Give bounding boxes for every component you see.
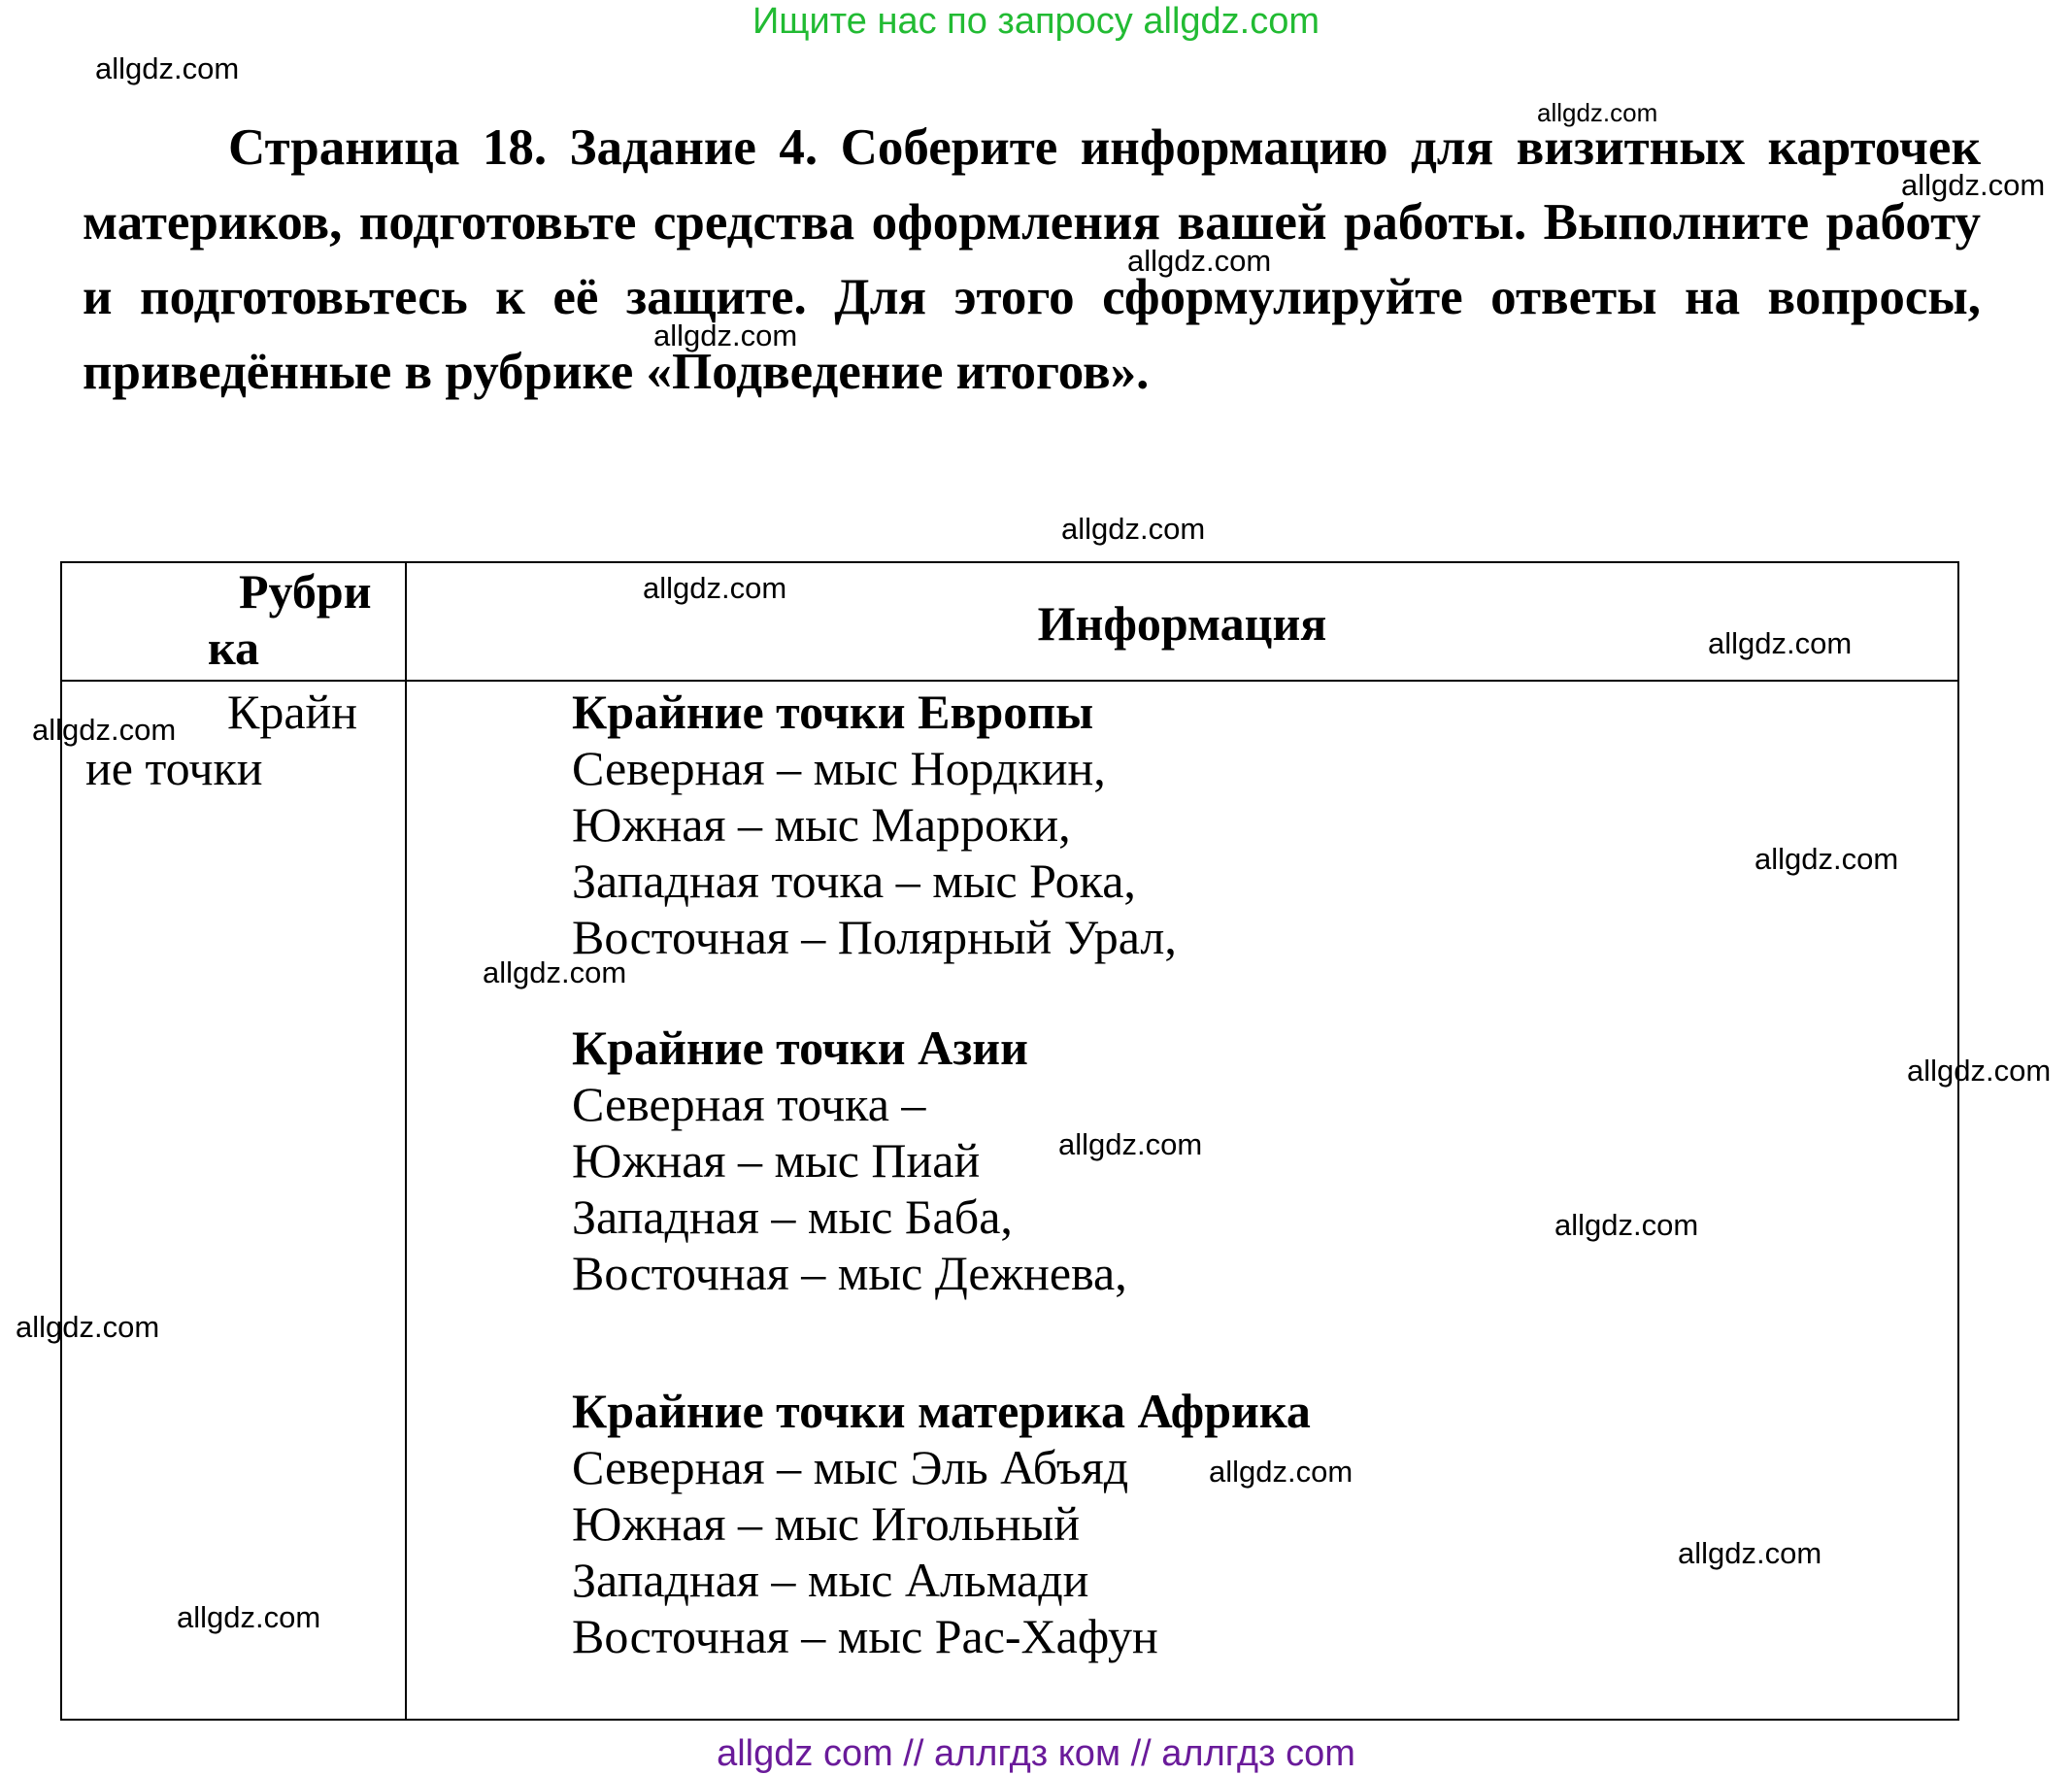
watermark: allgdz.com	[1901, 168, 2046, 202]
header-info-cell: Информация	[406, 562, 1958, 681]
watermark: allgdz.com	[16, 1310, 160, 1344]
header-rubric-line2: ка	[208, 620, 260, 675]
watermark: allgdz.com	[1058, 1127, 1203, 1161]
table-row	[61, 681, 1958, 1720]
table-header-row	[61, 562, 1958, 681]
section-line: Северная точка –	[572, 1077, 926, 1131]
header-rubric-cell	[61, 562, 406, 681]
footer-links: allgdz com // аллгдз ком // аллгдз com	[717, 1733, 1355, 1774]
section-line: Восточная – мыс Дежнева,	[572, 1246, 1127, 1300]
header-rubric-line1: Рубри	[239, 564, 372, 619]
section-line: Западная – мыс Баба,	[572, 1189, 1013, 1244]
watermark: allgdz.com	[1127, 244, 1272, 278]
section-europe	[572, 684, 1957, 965]
watermark: allgdz.com	[1678, 1536, 1822, 1570]
top-banner: Ищите нас по запросу allgdz.com	[752, 1, 1320, 42]
section-line: Восточная – Полярный Урал,	[572, 910, 1177, 964]
watermark: allgdz.com	[1907, 1054, 2052, 1088]
section-line: Западная – мыс Альмади	[572, 1553, 1089, 1607]
watermark: allgdz.com	[1554, 1208, 1699, 1242]
section-line: Южная – мыс Марроки,	[572, 797, 1071, 852]
watermark: allgdz.com	[1209, 1455, 1353, 1489]
section-title: Крайние точки Европы	[572, 685, 1094, 739]
section-africa	[572, 1383, 1957, 1664]
section-line: Южная – мыс Игольный	[572, 1496, 1080, 1551]
section-line: Южная – мыс Пиай	[572, 1133, 981, 1188]
rubric-line2: ие точки	[85, 741, 263, 795]
watermark: allgdz.com	[1061, 512, 1206, 546]
section-asia	[572, 1020, 1957, 1301]
watermark: allgdz.com	[32, 713, 177, 747]
section-line: Западная точка – мыс Рока,	[572, 854, 1136, 908]
info-table	[60, 561, 1959, 1721]
section-line: Северная – мыс Нордкин,	[572, 741, 1106, 795]
task-heading: Страница 18. Задание 4. Соберите информацию для визитных карточек материков, подготовьте средства оформления вашей работы. Выполните работу и подготовьтесь к её защите. Для этого сформулируйте ответы на вопросы, приведённые в рубрике «Подведение итогов».	[83, 119, 1981, 400]
section-title: Крайние точки материка Африка	[572, 1384, 1311, 1438]
watermark: allgdz.com	[95, 51, 240, 85]
rubric-line1: Крайн	[227, 685, 358, 739]
watermark: allgdz.com	[1537, 98, 1658, 127]
watermark: allgdz.com	[643, 571, 787, 605]
watermark: allgdz.com	[483, 955, 627, 989]
section-title: Крайние точки Азии	[572, 1021, 1028, 1075]
rubric-cell	[61, 681, 406, 1720]
section-line: Северная – мыс Эль Абъяд	[572, 1440, 1129, 1494]
section-line: Восточная – мыс Рас-Хафун	[572, 1609, 1158, 1663]
watermark: allgdz.com	[653, 318, 798, 352]
watermark: allgdz.com	[177, 1600, 321, 1634]
watermark: allgdz.com	[1708, 626, 1853, 660]
watermark: allgdz.com	[1755, 842, 1899, 876]
